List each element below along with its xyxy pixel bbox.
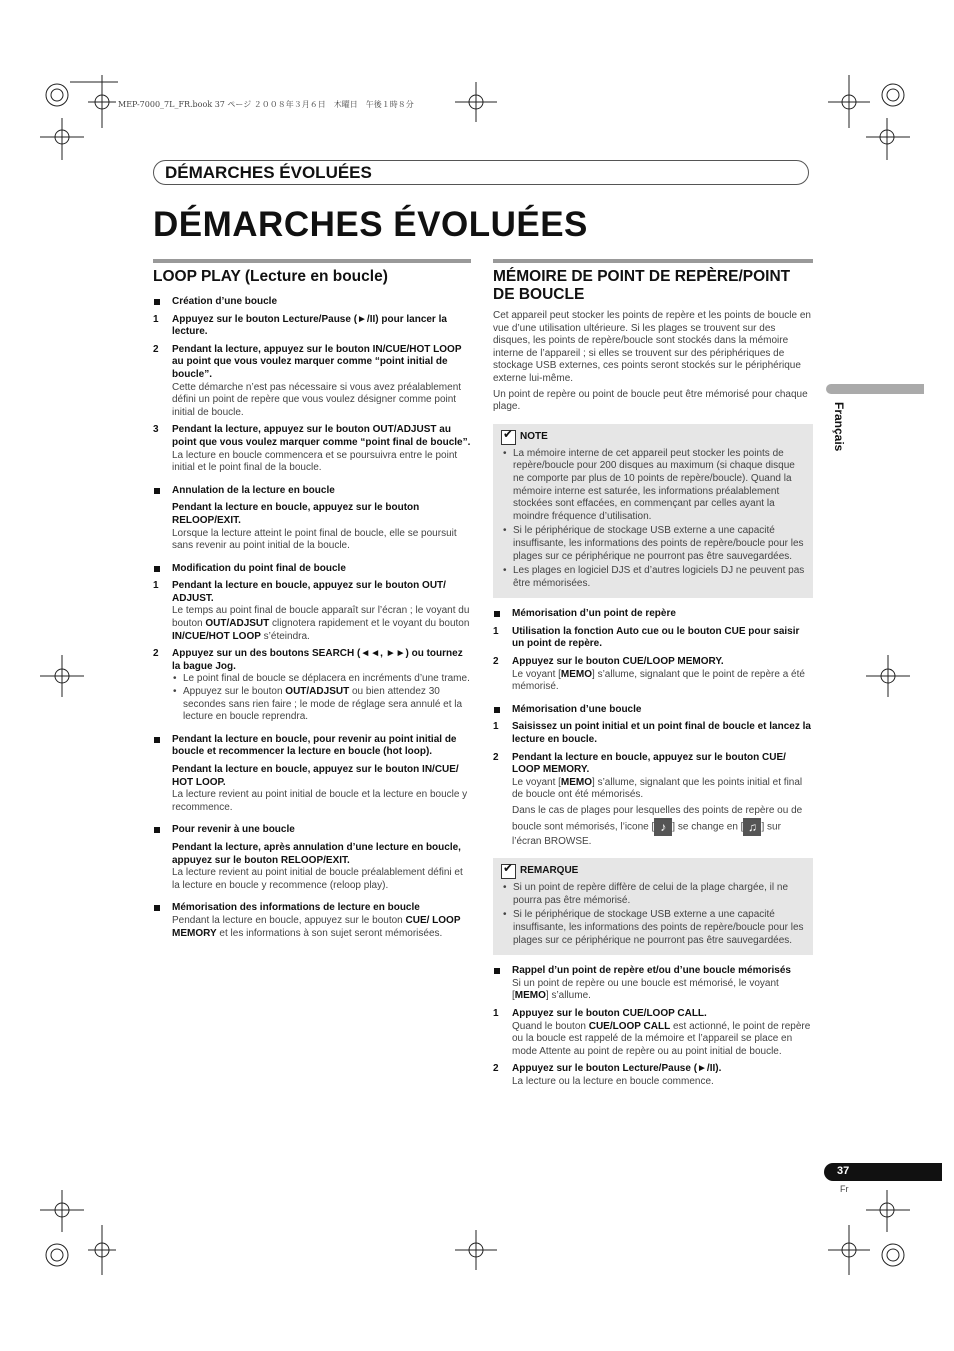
print-file-line: MEP-7000_7L_FR.book 37 ページ ２００８年３月６日 木曜日 午後１時８分 [118, 100, 414, 109]
step: 2 Pendant la lecture, appuyez sur le bouton IN/CUE/HOT LOOP au point que vous voulez marquer comme “point initial de boucle”. [153, 343, 462, 380]
memoire-heading: MÉMOIRE DE POINT DE REPÈRE/POINT DE BOUCLE [493, 259, 813, 304]
bullet: • Appuyez sur le bouton OUT/ADJSUT ou bien attendez 30 secondes sans rien faire ; le mode de réglage sera annulé et la lecture en boucle reprendra. [153, 686, 471, 724]
check-icon [501, 430, 516, 445]
section-header [153, 160, 809, 185]
subheading-creation: Création d’une boucle [153, 296, 471, 309]
instruction-body: Lorsque la lecture atteint le point final de boucle, elle se poursuit sans revenir au point initial de la boucle. [172, 527, 457, 552]
step-body: Dans le cas de plages pour lesquelles des points de repère ou de boucle sont mémorisés, l’icone [ ♪ ] se change en [ ♫ ] sur l’écran BROWSE. [512, 805, 803, 847]
left-column [153, 259, 471, 940]
subheading-memo-boucle: Mémorisation d’une boucle [493, 704, 813, 717]
note-header: ✔ NOTE [501, 430, 807, 445]
note-box [493, 424, 813, 599]
step: 2 Pendant la lecture en boucle, appuyez sur le bouton CUE/ LOOP MEMORY. [493, 751, 786, 776]
remarque-box [493, 858, 813, 955]
step: 1 Utilisation la fonction Auto cue ou le bouton CUE pour saisir un point de repère. [493, 625, 800, 650]
instruction: Pendant la lecture en boucle, appuyez sur le bouton IN/CUE/ HOT LOOP. [172, 764, 459, 788]
instruction: Pendant la lecture en boucle, appuyez sur le bouton RELOOP/EXIT. [172, 502, 420, 526]
page-number: 37 [837, 1165, 850, 1177]
language-label: Français [832, 402, 846, 452]
remarque-item: • Si le périphérique de stockage USB externe a une capacité insuffisante, les informations des points de repère/boucle pour les plages sur ce périphérique ne pourront pas être sauvegardées. [501, 909, 807, 947]
remarque-header: ✔ REMARQUE [501, 864, 807, 879]
step-body: Quand le bouton CUE/LOOP CALL est actionné, le point de repère ou la boucle est rappelé de la mémoire et l’appareil se place en mode Attente au point de repère ou au point initial de boucle. [512, 1020, 811, 1057]
section-label: DÉMARCHES ÉVOLUÉES [165, 163, 372, 182]
instruction: Pendant la lecture, après annulation d’une lecture en boucle, appuyez sur le bouton RELOOP/EXIT. [172, 841, 461, 866]
step: 2 Appuyez sur le bouton CUE/LOOP MEMORY. [493, 656, 724, 668]
subheading-memo-repere: Mémorisation d’un point de repère [493, 608, 813, 621]
subheading-memorisation: Mémorisation des informations de lecture en boucle [153, 902, 471, 915]
right-column [493, 259, 813, 1089]
language-tab-bar [826, 384, 924, 394]
page-lang-code: Fr [840, 1184, 849, 1194]
check-icon [501, 864, 516, 879]
step: 2 Appuyez sur le bouton Lecture/Pause (►/II). [493, 1063, 722, 1075]
step: 1 Saisissez un point initial et un point final de boucle et lancez la lecture en boucle. [493, 721, 811, 746]
step-body: Cette démarche n’est pas nécessaire si vous avez préalablement défini un point de repère que vous voulez désigner comme point initial de boucle. [172, 381, 462, 418]
subheading-modification: Modification du point final de boucle [153, 563, 471, 576]
subheading-hot-loop: Pendant la lecture en boucle, pour revenir au point initial de boucle et recommencer la lecture en boucle (hot loop). [153, 734, 471, 759]
instruction-body: Pendant la lecture en boucle, appuyez sur le bouton CUE/ LOOP MEMORY et les informations à son sujet seront mémorisées. [172, 914, 461, 939]
step-body: La lecture en boucle commencera et se poursuivra entre le point initial et le point final de la boucle. [172, 449, 458, 474]
step-body: Le voyant [MEMO] s’allume, signalant que le point de repère a été mémorisé. [512, 668, 805, 693]
step-body: Le temps au point final de boucle apparaît sur l’écran ; le voyant du bouton OUT/ADJSUT clignotera rapidement et le voyant du bouton IN/CUE/HOT LOOP s’éteindra. [172, 605, 470, 642]
intro-paragraph: Cet appareil peut stocker les points de repère et les points de boucle en vue d’une utilisation ultérieure. Si les plages se trouvent sur des disques, les points de repère/boucle sont stockés dans la mémoire interne de l’appareil ; si elles se trouvent sur des périphériques de stockage USB externes, ces points seront stockés sur le périphérique externe lui-même. [493, 310, 811, 384]
instruction-body: Si un point de repère ou une boucle est mémorisé, le voyant [MEMO] s’allume. [512, 977, 779, 1002]
step-body: La lecture ou la lecture en boucle commence. [512, 1075, 714, 1087]
music-note-memo-icon: ♫ [743, 818, 761, 836]
note-item: • La mémoire interne de cet appareil peut stocker les points de repère/boucle pour 200 disques au maximum (si chaque disque ne comporte par plus de 10 points de repère/boucle). Quand la mémoire interne est saturée, les informations préalablement stockées sont effacées, en commençant par celles ayant la moindre fréquence d’utilisation. [501, 448, 807, 524]
step: 3 Pendant la lecture, appuyez sur le bouton OUT/ADJUST au point que vous voulez marquer comme “point final de boucle”. [153, 424, 471, 448]
remarque-item: • Si un point de repère diffère de celui de la plage chargée, il ne pourra pas être mémorisé. [501, 882, 807, 907]
instruction-body: La lecture revient au point initial de boucle et la lecture en boucle y recommence. [172, 789, 468, 813]
step: 1 Appuyez sur le bouton CUE/LOOP CALL. [493, 1007, 707, 1019]
note-item: • Si le périphérique de stockage USB externe a une capacité insuffisante, les informations des points de repère/boucle pour les plages sur ce périphérique ne pourront pas être sauvegardées. [501, 525, 807, 563]
music-note-icon: ♪ [654, 818, 672, 836]
step: 2 Appuyez sur un des boutons SEARCH (◄◄, ►►) ou tournez la bague Jog. [153, 648, 463, 672]
subheading-reloop: Pour revenir à une boucle [153, 824, 471, 837]
subheading-annulation: Annulation de la lecture en boucle [153, 485, 471, 498]
page-title: DÉMARCHES ÉVOLUÉES [153, 205, 588, 244]
intro-paragraph: Un point de repère ou point de boucle peut être mémorisé pour chaque plage. [493, 388, 808, 413]
note-item: • Les plages en logiciel DJS et d’autres logiciels DJ ne peuvent pas être mémorisées. [501, 565, 807, 590]
subheading-rappel: Rappel d’un point de repère et/ou d’une boucle mémorisés [493, 965, 813, 978]
step: 1 Pendant la lecture en boucle, appuyez sur le bouton OUT/ ADJUST. [153, 580, 446, 604]
instruction-body: La lecture revient au point initial de boucle préalablement défini et la lecture en boucle y recommence (reloop play). [172, 867, 463, 891]
loop-play-heading: LOOP PLAY (Lecture en boucle) [153, 259, 471, 286]
bullet: • Le point final de boucle se déplacera en incréments d’une trame. [153, 673, 471, 686]
step-body: Le voyant [MEMO] s’allume, signalant que les points initial et final de boucle ont été mémorisés. [512, 776, 803, 801]
step: 1 Appuyez sur le bouton Lecture/Pause (►/II) pour lancer la lecture. [153, 313, 447, 338]
